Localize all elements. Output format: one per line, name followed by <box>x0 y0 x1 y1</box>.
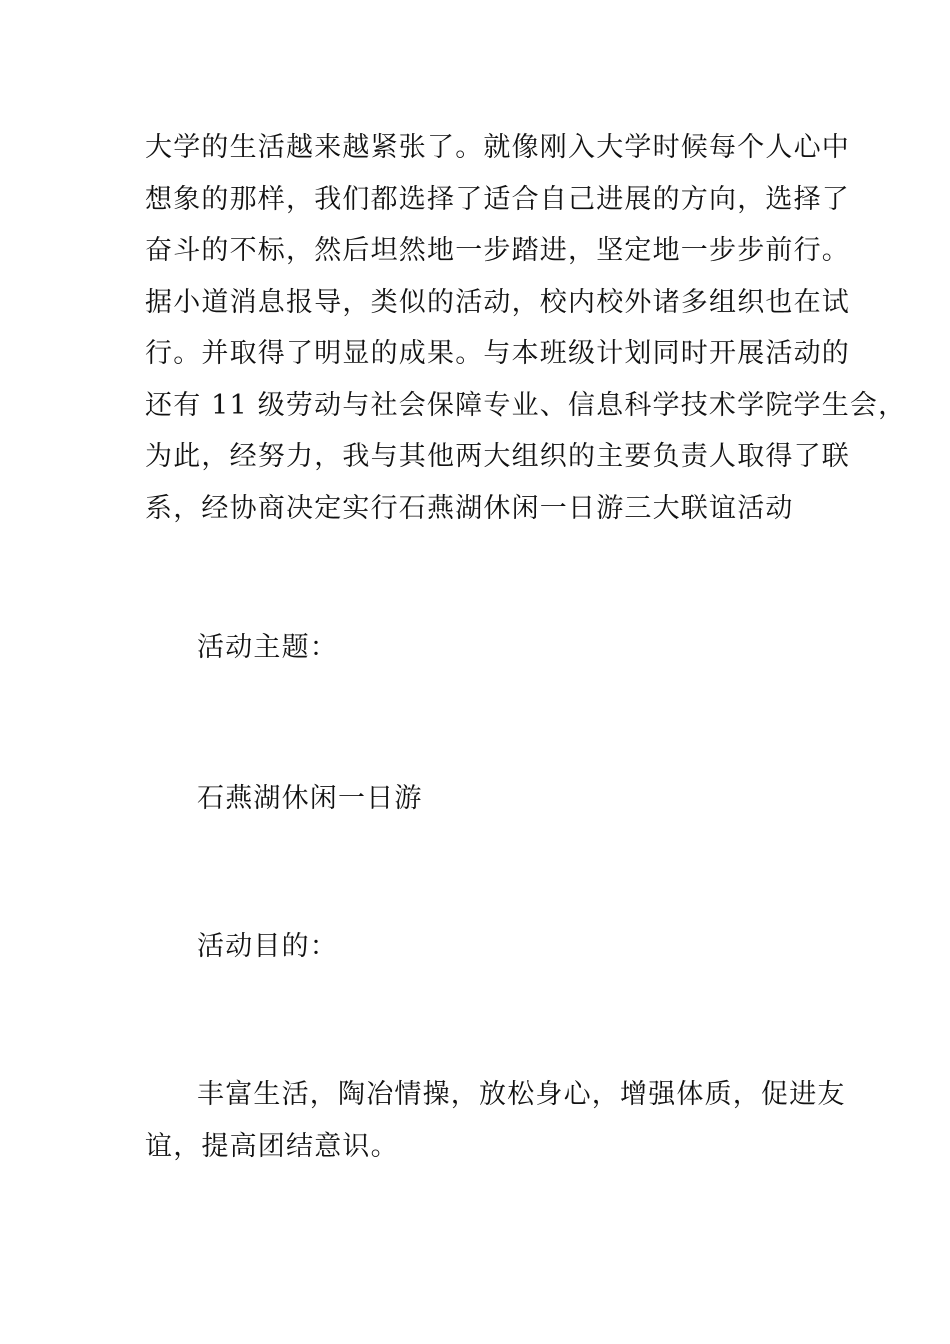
intro-line-4: 据小道消息报导，类似的活动，校内校外诸多组织也在试 <box>145 286 850 318</box>
purpose-line-1: 丰富生活，陶冶情操，放松身心，增强体质，促进友 <box>197 1079 846 1110</box>
intro-line-2: 想象的那样，我们都选择了适合自己进展的方向，选择了 <box>145 183 850 215</box>
purpose-heading: 活动目的： <box>197 931 338 962</box>
theme-heading-paragraph <box>145 622 825 674</box>
intro-paragraph <box>145 122 907 534</box>
intro-line-6: 还有 11 级劳动与社会保障专业、信息科学技术学院学生会， <box>145 389 907 421</box>
theme-heading: 活动主题： <box>197 632 338 663</box>
intro-line-3: 奋斗的不标，然后坦然地一步踏进，坚定地一步步前行。 <box>145 235 850 266</box>
intro-line-7: 为此，经努力，我与其他两大组织的主要负责人取得了联 <box>145 441 850 472</box>
purpose-paragraph <box>145 1069 846 1172</box>
purpose-heading-paragraph <box>145 921 825 973</box>
intro-line-1: 大学的生活越来越紧张了。就像刚入大学时候每个人心中 <box>145 132 850 163</box>
intro-line-5: 行。并取得了明显的成果。与本班级计划同时开展活动的 <box>145 338 850 369</box>
intro-line-8: 系，经协商决定实行石燕湖休闲一日游三大联谊活动 <box>145 492 794 524</box>
theme-paragraph <box>145 773 825 825</box>
theme-text: 石燕湖休闲一日游 <box>197 783 423 814</box>
purpose-line-2: 谊，提高团结意识。 <box>145 1130 399 1162</box>
